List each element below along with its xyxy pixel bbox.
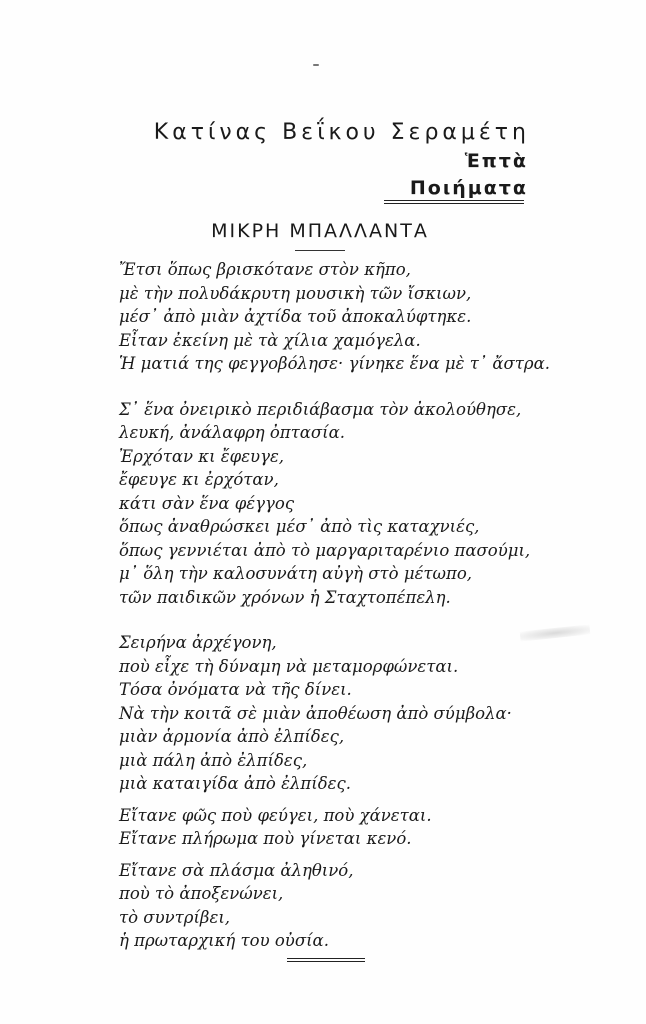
poem-line: μιὰν ἁρμονία ἀπὸ ἐλπίδες, [119,727,345,746]
poem-line: μ᾽ ὅλη τὴν καλοσυνάτη αὐγὴ στὸ μέτωπο, [119,564,473,583]
poem-line: μὲ τὴν πολυδάκρυτη μουσικὴ τῶν ἴσκιων, [119,283,472,303]
stanza-4 [119,804,629,851]
author-name: Κατίνας Βεΐκου Σεραμέτη [153,120,530,145]
poem-line: Σ᾽ ἕνα ὀνειρικὸ περιδιάβασμα τὸν ἀκολούθησε, [119,399,522,419]
header-double-rule [384,200,524,204]
collection-title-line-1: Ἑπτὰ [464,150,528,172]
poem-body [119,258,629,953]
poem-line: Εἴτανε φῶς ποὺ φεύγει, ποὺ χάνεται. [119,805,432,825]
stanza-break [119,376,629,398]
collection-title [410,148,528,202]
poem-line: Εἴτανε σὰ πλάσμα ἀληθινό, [119,860,354,880]
poem-line: Ἐρχόταν κι ἔφευγε, [119,446,285,466]
stanza-3 [119,631,629,796]
poem-line: τὸ συντρίβει, [119,907,231,927]
poem-line: ὅπως γεννιέται ἀπὸ τὸ μαργαριταρένιο πασούμι, [119,540,531,560]
poem-line: Εἴτανε πλήρωμα ποὺ γίνεται κενό. [119,829,412,848]
poem-line: μιὰ καταιγίδα ἀπὸ ἐλπίδες. [119,774,351,793]
poem-line: ἔφευγε κι ἐρχόταν, [119,470,279,489]
collection-title-line-2: Ποιήματα [409,177,528,199]
stanza-break [119,851,629,859]
poem-line: Τόσα ὀνόματα νὰ τῆς δίνει. [119,680,352,699]
poem-line: Ἔτσι ὅπως βρισκότανε στὸν κῆπο, [119,260,411,279]
stanza-2 [119,398,629,610]
poem-line: ποὺ εἶχε τὴ δύναμη νὰ μεταμορφώνεται. [119,656,459,676]
poem-line: μέσ᾽ ἀπὸ μιὰν ἀχτίδα τοῦ ἀποκαλύφτηκε. [119,307,472,326]
stanza-break [119,609,629,631]
poem-line: κάτι σὰν ἕνα φέγγος [119,493,295,513]
title-underline [295,250,345,251]
stanza-5 [119,859,629,953]
poem-line: Ἡ ματιά της φεγγοβόλησε· γίνηκε ἕνα μὲ τ᾽ ἄστρα. [119,354,550,373]
poem-line: ἡ πρωταρχική του οὐσία. [119,931,329,950]
poem-line: μιὰ πάλη ἀπὸ ἐλπίδες, [119,750,308,770]
poem-line: Εἶταν ἐκείνη μὲ τὰ χίλια χαμόγελα. [119,330,421,350]
poem-line: ποὺ τὸ ἀποξενώνει, [119,884,284,903]
stanza-break [119,796,629,804]
stanza-1 [119,258,629,376]
poem-title: ΜΙΚΡΗ ΜΠΑΛΛΑΝΤΑ [211,220,429,242]
poem-line: ὅπως ἀναθρώσκει μέσ᾽ ἀπὸ τὶς καταχνιές, [119,517,480,536]
poem-line: τῶν παιδικῶν χρόνων ἡ Σταχτοπέπελη. [119,587,451,607]
closing-double-rule [287,958,365,962]
poem-line: Νὰ τὴν κοιτᾶ σὲ μιὰν ἀποθέωση ἀπὸ σύμβολα· [119,703,512,723]
paper-speck [313,64,319,66]
poem-line: Σειρήνα ἀρχέγονη, [119,633,277,652]
poem-line: λευκή, ἀνάλαφρη ὀπτασία. [119,423,346,442]
